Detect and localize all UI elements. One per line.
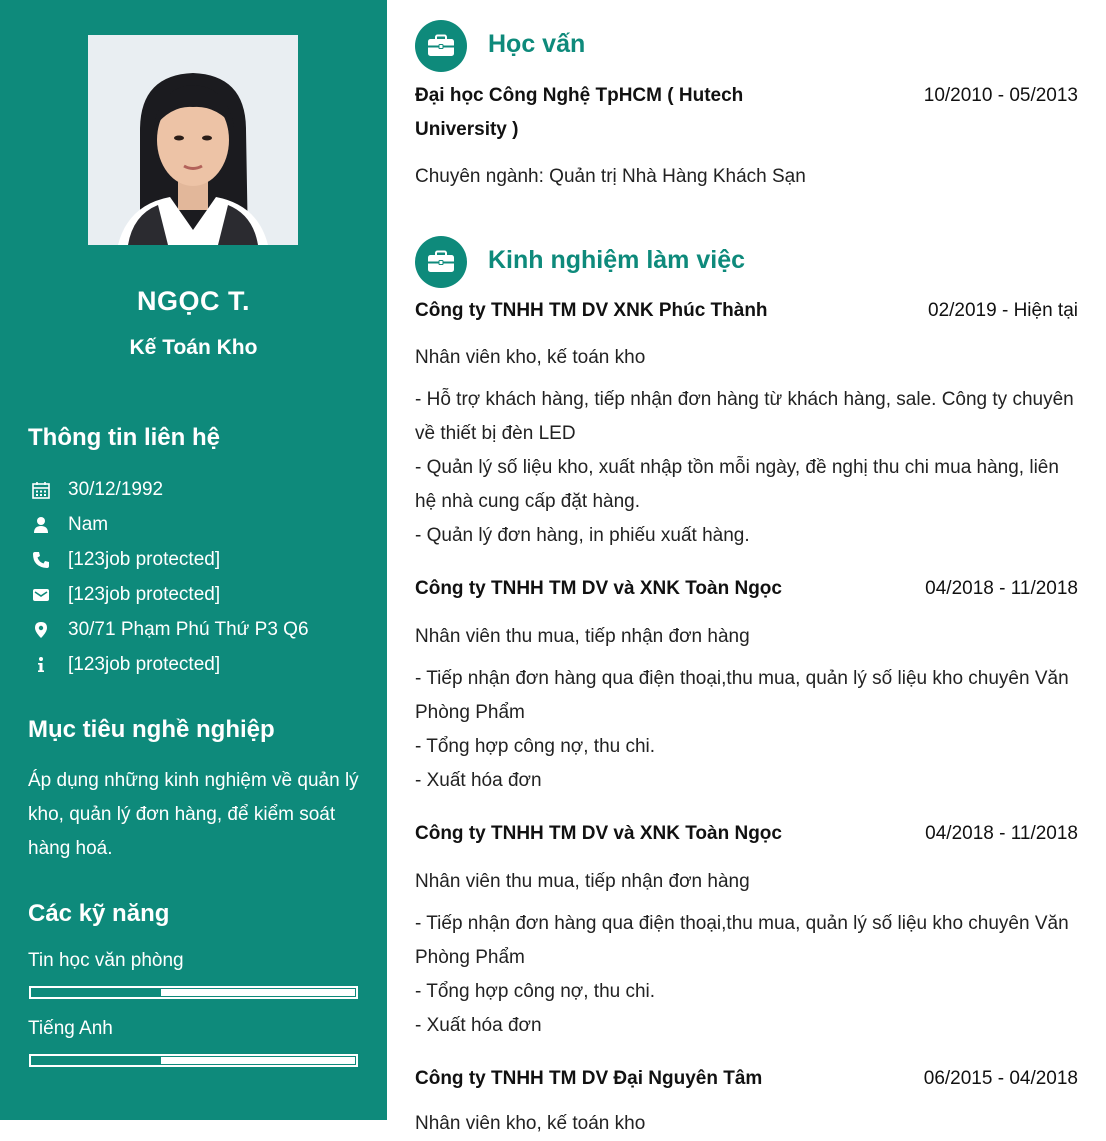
contact-phone [32, 542, 372, 577]
contact-text: [123job protected] [68, 583, 221, 605]
job-position: Nhân viên thu mua, tiếp nhận đơn hàng [415, 626, 750, 647]
job-date: 04/2018 - 11/2018 [925, 578, 1078, 599]
main-content [387, 0, 1106, 1134]
job-date: 04/2018 - 11/2018 [925, 823, 1078, 844]
contact-text: 30/71 Phạm Phú Thứ P3 Q6 [68, 618, 309, 640]
contact-list [32, 472, 372, 682]
job-position: Nhân viên thu mua, tiếp nhận đơn hàng [415, 871, 750, 892]
objective-heading: Mục tiêu nghề nghiệp [28, 716, 275, 743]
job-date: 02/2019 - Hiện tại [928, 300, 1078, 321]
calendar-icon [32, 480, 58, 500]
contact-text: 30/12/1992 [68, 478, 164, 500]
education-heading: Học vấn [488, 30, 586, 58]
education-major: Chuyên ngành: Quản trị Nhà Hàng Khách Sạn [415, 166, 806, 187]
skill-bar-fill [32, 989, 161, 996]
info-icon [32, 655, 58, 675]
education-date: 10/2010 - 05/2013 [923, 85, 1078, 106]
school-name: Đại học Công Nghệ TpHCM ( Hutech University ) [415, 85, 744, 140]
map-pin-icon [32, 620, 58, 640]
contact-birthday [32, 472, 372, 507]
job-date: 06/2015 - 04/2018 [923, 1068, 1078, 1089]
job-duties: - Hỗ trợ khách hàng, tiếp nhận đơn hàng từ khách hàng, sale. Công ty chuyên về thiết bị đèn LED - Quản lý số liệu kho, xuất nhập tồn mỗi ngày, đề nghị thu chi mua hàng, liên hệ nhà cung cấp đặt hàng. - Quản lý đơn hàng, in phiếu xuất hàng. [415, 389, 1074, 546]
contact-gender [32, 507, 372, 542]
candidate-title: Kế Toán Kho [129, 336, 258, 359]
skill-bar [28, 985, 359, 1000]
company-name: Công ty TNHH TM DV và XNK Toàn Ngọc [415, 578, 782, 599]
contact-text: [123job protected] [68, 548, 221, 570]
envelope-icon [32, 585, 58, 605]
company-name: Công ty TNHH TM DV XNK Phúc Thành [415, 300, 768, 321]
candidate-name: NGỌC T. [136, 286, 250, 316]
experience-heading: Kinh nghiệm làm việc [488, 246, 746, 274]
objective-text: Áp dụng những kinh nghiệm về quản lý kho, quản lý đơn hàng, để kiểm soát hàng hoá. [28, 770, 359, 859]
skills-heading: Các kỹ năng [28, 900, 170, 927]
sidebar [0, 0, 387, 1120]
contact-heading: Thông tin liên hệ [28, 424, 220, 451]
contact-info [32, 647, 372, 682]
company-name: Công ty TNHH TM DV và XNK Toàn Ngọc [415, 823, 782, 844]
phone-icon [32, 550, 58, 570]
contact-text: Nam [68, 513, 109, 535]
job-position: Nhân viên kho, kế toán kho [415, 347, 646, 368]
briefcase-icon [415, 236, 467, 288]
briefcase-icon [415, 20, 467, 72]
job-duties: - Tiếp nhận đơn hàng qua điện thoại,thu mua, quản lý số liệu kho chuyên Văn Phòng Phẩm - Tổng hợp công nợ, thu chi. - Xuất hóa đơn [415, 668, 1069, 791]
job-position: Nhân viên kho, kế toán kho [415, 1113, 646, 1134]
avatar [88, 35, 298, 245]
contact-address [32, 612, 372, 647]
skill-label: Tin học văn phòng [28, 950, 184, 971]
skill-bar [28, 1053, 359, 1068]
company-name: Công ty TNHH TM DV Đại Nguyên Tâm [415, 1068, 763, 1089]
contact-email [32, 577, 372, 612]
contact-text: [123job protected] [68, 653, 221, 675]
skill-label: Tiếng Anh [28, 1018, 113, 1039]
user-icon [32, 515, 58, 535]
job-duties: - Tiếp nhận đơn hàng qua điện thoại,thu mua, quản lý số liệu kho chuyên Văn Phòng Phẩm - Tổng hợp công nợ, thu chi. - Xuất hóa đơn [415, 913, 1069, 1036]
skill-bar-fill [32, 1057, 161, 1064]
